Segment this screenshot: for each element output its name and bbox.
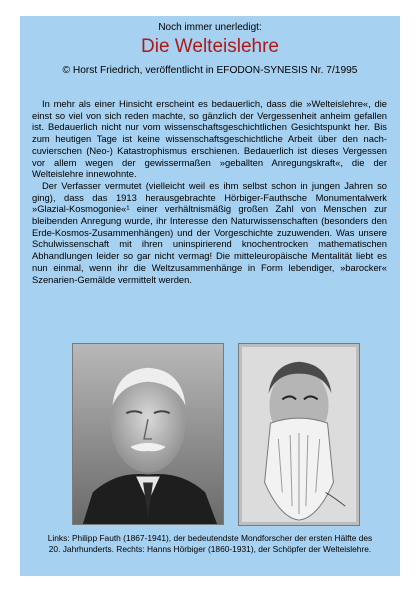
kicker: Noch immer unerledigt: (158, 22, 262, 33)
paragraph-2: Der Verfasser vermutet (vielleicht weil es ihm selbst schon in jungen Jahren so ging), dass das 1913 herausgebrachte Hörbiger-Fauthsche Monumentalwerk »Glazial-Kosmogonie«¹ einer verhältnismäßig großen Zahl von Menschen zur bleibenden Anregung wurde, ihr Interesse den Naturwissenschaften (besonders den Erde-Kosmos-Zusammenhängen) und der Vorgeschichte zuzuwenden. Was unsere Schulwissenschaft mit ihren uninspirierend knochentrocken mathematischen Abhandlungen leider so gar nicht vermag! Die mitteleuropäische Mentalität liebt es nun einmal, wenn ihr die Weltzusammenhänge in Form lebendiger, »barocker« Szenarien-Gemälde vermittelt werden. (32, 179, 387, 285)
portrait-philipp-fauth (72, 343, 224, 525)
paragraph-1: In mehr als einer Hinsicht erscheint es bedauerlich, dass die »Welteislehre«, die einst so viel von sich reden machte, so gänzlich der Vergessenheit anheim gefallen ist. Bedauerlich nicht nur vom wissenschaftsgeschichtlichen Gesichtspunkt her. Bis zum heutigen Tage ist keine wissenschaftsgeschichtliche Arbeit über den nach-cuvierschen (Neo-) Katastrophismus erschienen. Bedauerlich ist dieses Vergessen vor allem wegen der gewissermaßen »geballten Anregungskraft«, die der Welteislehre innewohnte. (32, 98, 387, 180)
article-panel (20, 16, 400, 576)
photo-caption: Links: Philipp Fauth (1867-1941), der bedeutendste Mondforscher der ersten Hälfte des 20. Jahrhunderts. Rechts: Hanns Hörbiger (1860-1931), der Schöpfer der Welteislehre. (47, 533, 373, 554)
article-title: Die Welteislehre (141, 36, 279, 57)
article-body (32, 98, 387, 285)
byline: © Horst Friedrich, veröffentlicht in EFODON-SYNESIS Nr. 7/1995 (62, 65, 358, 76)
portrait-hanns-hoerbiger (238, 343, 360, 526)
